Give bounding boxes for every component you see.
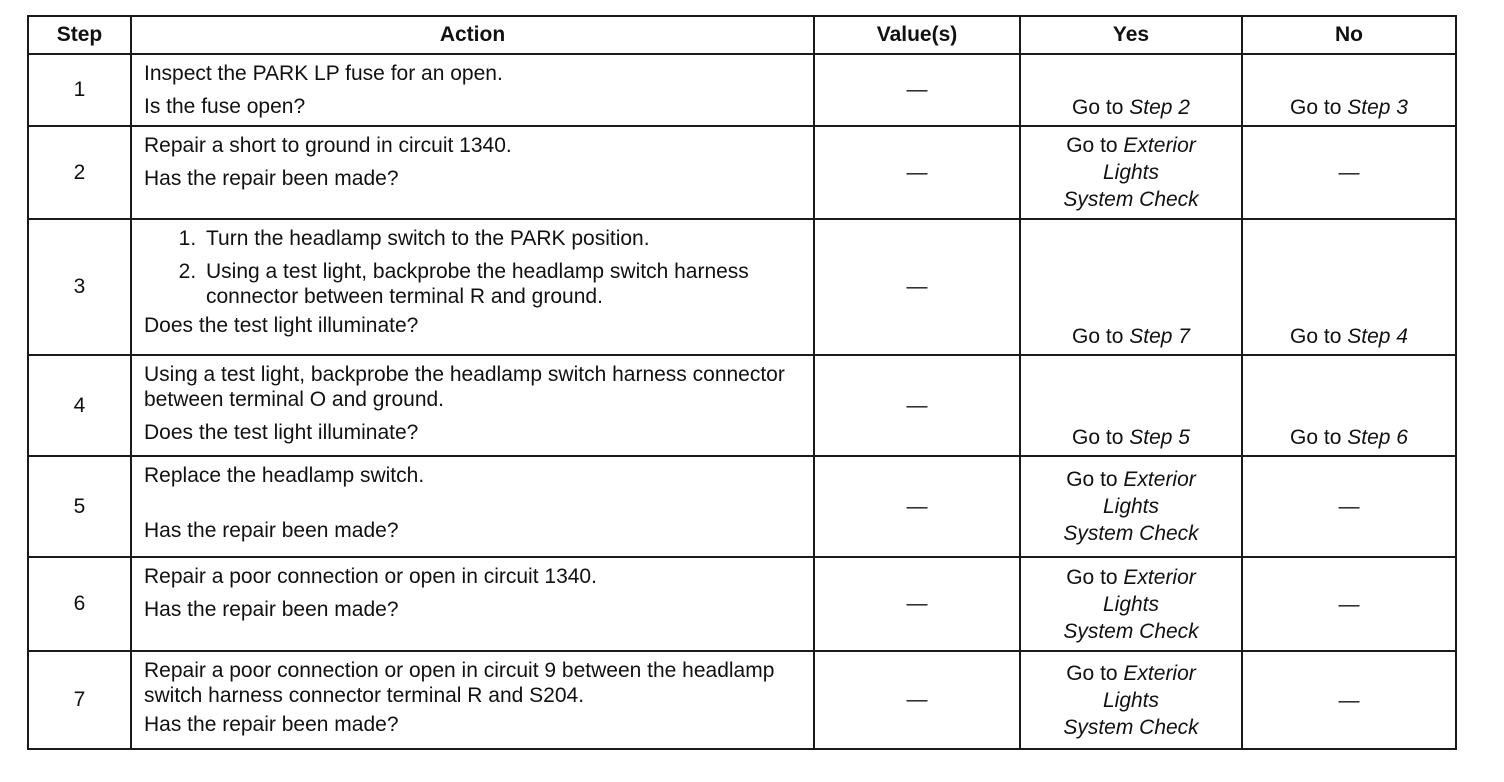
action-cell — [131, 126, 814, 219]
yes-target-line2: Lights — [1102, 688, 1160, 712]
step-number: 7 — [28, 651, 131, 749]
no-cell — [1242, 355, 1456, 456]
header-row — [28, 16, 1456, 54]
yes-prefix: Go to — [1072, 426, 1130, 449]
value-cell: — — [814, 355, 1020, 456]
yes-target: Exterior — [1123, 468, 1196, 491]
yes-prefix: Go to — [1066, 468, 1124, 491]
yes-target: Exterior — [1123, 661, 1196, 685]
action-question: Has the repair been made? — [144, 713, 399, 736]
action-cell — [131, 651, 814, 749]
yes-cell — [1020, 54, 1242, 126]
no-cell: — — [1242, 557, 1456, 651]
action-text: Repair a short to ground in circuit 1340. — [144, 134, 512, 157]
no-cell: — — [1242, 456, 1456, 557]
table-row — [28, 54, 1456, 126]
action-text: Repair a poor connection or open in circuit 1340. — [144, 565, 597, 588]
no-cell: — — [1242, 126, 1456, 219]
yes-prefix: Go to — [1072, 96, 1130, 119]
yes-cell — [1020, 557, 1242, 651]
no-prefix: Go to — [1290, 426, 1348, 449]
yes-target-line2: Lights — [1102, 495, 1160, 518]
header-yes: Yes — [1020, 16, 1242, 54]
action-cell — [131, 456, 814, 557]
yes-cell — [1020, 355, 1242, 456]
header-no: No — [1242, 16, 1456, 54]
no-prefix: Go to — [1290, 96, 1348, 119]
step-number: 3 — [28, 219, 131, 355]
no-cell — [1242, 219, 1456, 355]
action-question: Has the repair been made? — [144, 598, 399, 621]
value-cell: — — [814, 219, 1020, 355]
table-row — [28, 456, 1456, 557]
yes-cell — [1020, 126, 1242, 219]
no-target: Step 6 — [1347, 426, 1408, 449]
no-cell: — — [1242, 651, 1456, 749]
yes-target-line3: System Check — [1063, 522, 1199, 545]
yes-target: Exterior — [1123, 565, 1196, 589]
step-number: 5 — [28, 456, 131, 557]
yes-cell — [1020, 651, 1242, 749]
value-cell: — — [814, 557, 1020, 651]
action-cell — [131, 557, 814, 651]
step-number: 1 — [28, 54, 131, 126]
action-question: Has the repair been made? — [144, 519, 399, 542]
yes-target: Step 7 — [1129, 325, 1190, 348]
step-number: 4 — [28, 355, 131, 456]
yes-prefix: Go to — [1066, 134, 1124, 157]
list-item: 2. Using a test light, backprobe the headlamp switch harness connector between terminal R and ground. — [202, 259, 803, 309]
no-target: Step 3 — [1347, 96, 1408, 119]
yes-target-line3: System Check — [1063, 619, 1199, 643]
value-cell: — — [814, 54, 1020, 126]
yes-target-line3: System Check — [1063, 188, 1199, 211]
yes-target: Exterior — [1123, 134, 1196, 157]
action-question: Does the test light illuminate? — [144, 314, 419, 337]
yes-cell — [1020, 456, 1242, 557]
no-target: Step 4 — [1347, 325, 1408, 348]
yes-prefix: Go to — [1066, 565, 1124, 589]
action-cell — [131, 355, 814, 456]
diagnostic-table — [27, 15, 1457, 750]
table-row — [28, 355, 1456, 456]
action-cell — [131, 54, 814, 126]
value-cell: — — [814, 651, 1020, 749]
action-cell — [131, 219, 814, 355]
yes-target-line2: Lights — [1102, 161, 1160, 184]
step-number: 2 — [28, 126, 131, 219]
list-item: 1. Turn the headlamp switch to the PARK position. — [202, 226, 803, 251]
yes-target: Step 5 — [1129, 426, 1190, 449]
table-row — [28, 651, 1456, 749]
table-row — [28, 126, 1456, 219]
header-values: Value(s) — [814, 16, 1020, 54]
value-cell: — — [814, 456, 1020, 557]
value-cell: — — [814, 126, 1020, 219]
action-steps-list — [144, 226, 803, 309]
action-text: Replace the headlamp switch. — [144, 464, 425, 487]
yes-prefix: Go to — [1066, 661, 1124, 685]
yes-target-line3: System Check — [1063, 715, 1199, 739]
table-row — [28, 557, 1456, 651]
step-number: 6 — [28, 557, 131, 651]
header-action: Action — [131, 16, 814, 54]
no-prefix: Go to — [1290, 325, 1348, 348]
table-row — [28, 219, 1456, 355]
action-question: Is the fuse open? — [144, 95, 306, 118]
yes-target: Step 2 — [1129, 96, 1190, 119]
yes-target-line2: Lights — [1102, 592, 1160, 616]
yes-prefix: Go to — [1072, 325, 1130, 348]
yes-cell — [1020, 219, 1242, 355]
action-text: Using a test light, backprobe the headlamp switch harness connector between terminal O and ground. — [144, 363, 785, 411]
no-cell — [1242, 54, 1456, 126]
action-question: Has the repair been made? — [144, 167, 399, 190]
header-step: Step — [28, 16, 131, 54]
action-text: Repair a poor connection or open in circuit 9 between the headlamp switch harness connector terminal R and S204. — [144, 659, 775, 707]
action-question: Does the test light illuminate? — [144, 421, 419, 444]
action-text: Inspect the PARK LP fuse for an open. — [144, 62, 503, 85]
